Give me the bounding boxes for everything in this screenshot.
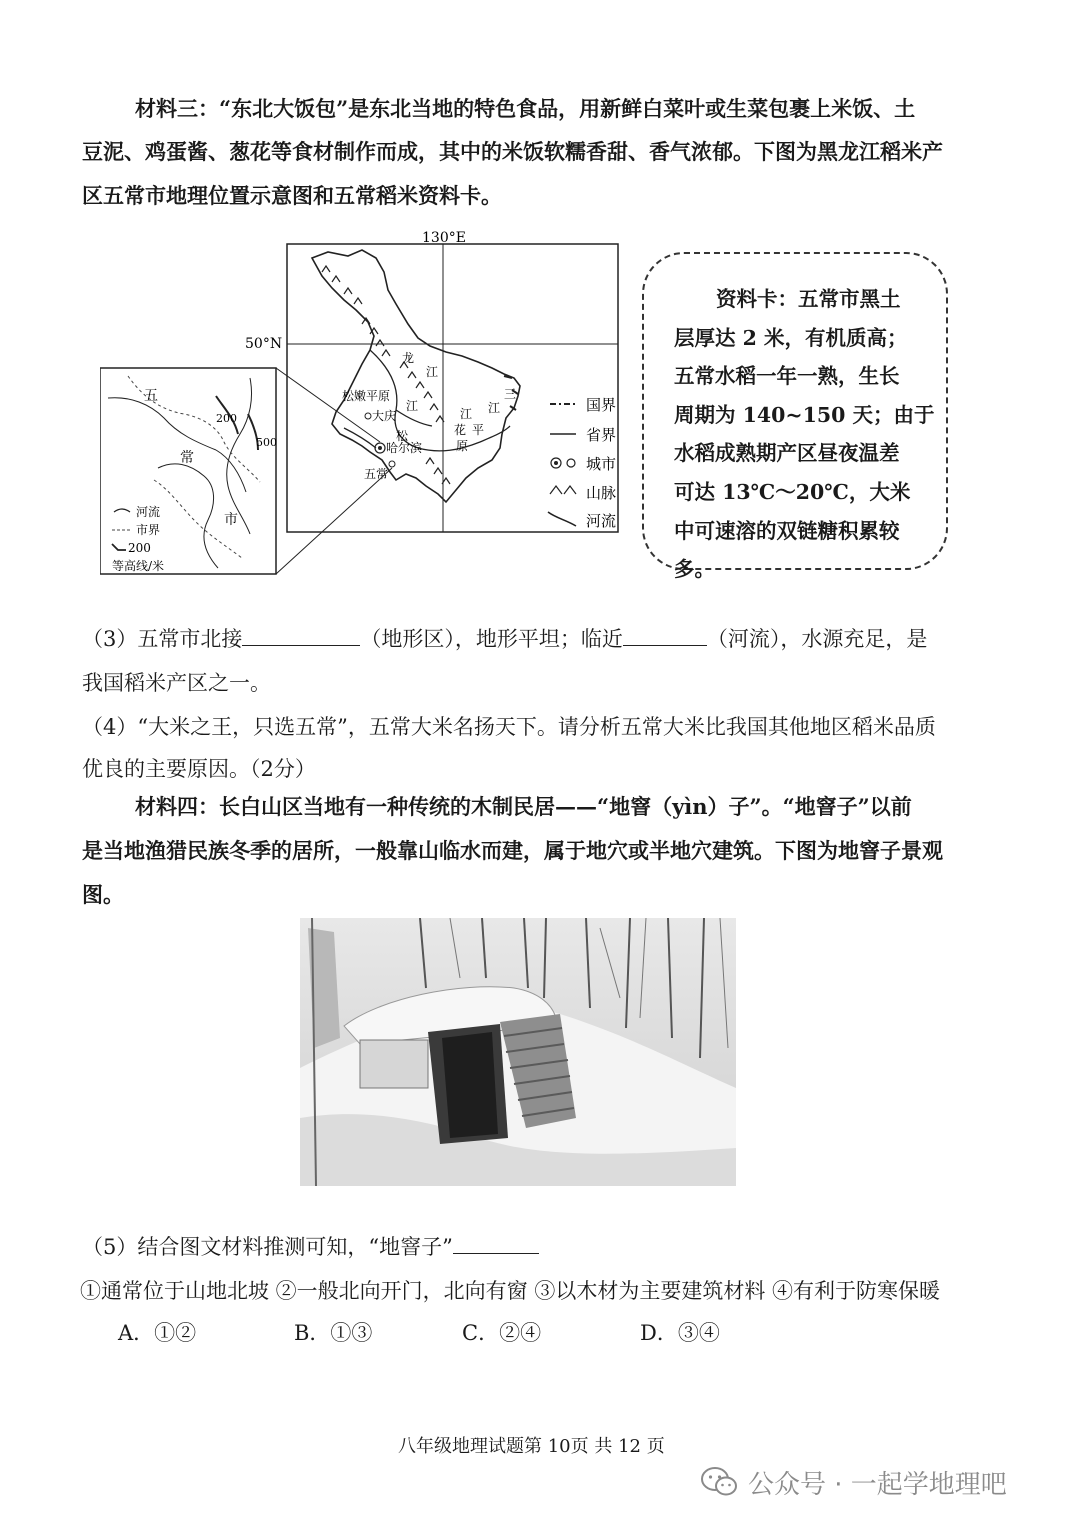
- inset-chang: 常: [180, 450, 194, 466]
- latitude-label: 50°N: [245, 336, 283, 352]
- map-label-long: 龙: [402, 351, 415, 365]
- q3-part2: （地形区），地形平坦；临近: [360, 627, 623, 651]
- q5-answer-blank[interactable]: [453, 1233, 539, 1254]
- question-3: [82, 624, 927, 654]
- inset-legend-contour: 等高线/米: [112, 559, 165, 573]
- q4-line1: （4）“大米之王，只选五常”，五常大米名扬天下。请分析五常大米比我国其他地区稻米品质: [82, 715, 936, 739]
- info-card-line: 五常水稻一年一熟，生长: [674, 364, 900, 389]
- info-card: [642, 252, 948, 582]
- q5-stem: （5）结合图文材料推测可知，“地窨子”: [82, 1235, 453, 1259]
- map-label-wuchang: 五常: [364, 467, 389, 481]
- info-card-line: 层厚达 2 米，有机质高；: [674, 325, 908, 350]
- option-d[interactable]: D．③④: [640, 1321, 720, 1345]
- page-footer: 八年级地理试题第 10页 共 12 页: [398, 1436, 665, 1457]
- map-label-jiang: 江: [460, 407, 473, 421]
- material4-line3: 图。: [82, 882, 124, 907]
- q3-blank-terrain[interactable]: [242, 625, 360, 646]
- material4-line1: 材料四：长白山区当地有一种传统的木制民居——“地窨（yìn）子”。“地窨子”以前: [135, 794, 912, 819]
- q3-blank-river[interactable]: [623, 625, 707, 646]
- map-label-ping: 平: [472, 423, 485, 437]
- longitude-label: 130°E: [422, 230, 466, 246]
- info-card-line: 周期为 140~150 天；由于: [674, 402, 935, 427]
- material3-line1: 材料三：“东北大饭包”是东北当地的特色食品，用新鲜白菜叶或生菜包裹上米饭、土: [135, 96, 916, 121]
- q4-line2: 优良的主要原因。（2分）: [82, 757, 316, 781]
- map-legend: [548, 396, 616, 530]
- option-c[interactable]: C．②④: [462, 1321, 542, 1345]
- info-card-line: 可达 13℃～20℃，大米: [674, 479, 911, 504]
- map-label-jiang2: 江: [426, 365, 439, 379]
- option-b[interactable]: B．①③: [294, 1321, 373, 1345]
- map-label-san: 三: [504, 387, 517, 401]
- inset-shi: 市: [224, 512, 238, 528]
- inset-legend-contour-value: 200: [128, 541, 151, 555]
- legend-mountain: 山脉: [586, 484, 617, 502]
- watermark-text: 公众号 · 一起学地理吧: [748, 1469, 1007, 1500]
- heilongjiang-location-map: [100, 228, 630, 580]
- q3-part3: （河流），水源充足，是: [706, 627, 928, 651]
- info-card-line: 中可速溶的双链糖积累较: [674, 518, 900, 543]
- legend-city: 城市: [586, 455, 617, 473]
- option-a[interactable]: A．①②: [118, 1321, 197, 1345]
- legend-river: 河流: [586, 512, 617, 530]
- legend-province-border: 省界: [586, 426, 617, 444]
- heilongjiang-outline: [312, 250, 520, 502]
- map-label-yuan: 原: [456, 439, 469, 453]
- map-label-songnen: 松嫩平原: [342, 389, 391, 403]
- info-card-line: 水稻成熟期产区昼夜温差: [674, 441, 900, 466]
- map-label-harbin: 哈尔滨: [386, 441, 423, 455]
- info-card-line: 资料卡：五常市黑土: [716, 287, 901, 311]
- info-card-line: 多。: [674, 557, 715, 582]
- q3-line2: 我国稻米产区之一。: [82, 671, 271, 695]
- material3-line2: 豆泥、鸡蛋酱、葱花等食材制作而成，其中的米饭软糯香甜、香气浓郁。下图为黑龙江稻米产: [82, 139, 943, 164]
- question-5: [82, 1232, 539, 1262]
- map-label-hua: 花: [454, 423, 467, 437]
- inset-contour-200: 200: [216, 412, 237, 425]
- map-label-jiang-river: 江: [406, 399, 419, 413]
- q3-part1: （3）五常市北接: [82, 627, 243, 651]
- map-label-song: 松: [396, 429, 409, 443]
- legend-national-border: 国界: [586, 396, 617, 414]
- map-label-daqing: 大庆: [372, 409, 397, 423]
- wechat-icon: [700, 1466, 738, 1498]
- inset-legend-boundary: 市界: [136, 523, 161, 537]
- material3-line3: 区五常市地理位置示意图和五常稻米资料卡。: [82, 183, 502, 208]
- inset-contour-500: 500: [256, 436, 277, 449]
- dijiaozi-photo: [300, 918, 736, 1186]
- inset-wu: 五: [144, 388, 158, 404]
- watermark: [700, 1462, 1007, 1502]
- map-label-sanjiang-jiang: 江: [488, 401, 501, 415]
- q5-statements: ①通常位于山地北坡 ②一般北向开门，北向有窗 ③以木材为主要建筑材料 ④有利于防寒保暖: [80, 1279, 941, 1303]
- material4-line2: 是当地渔猎民族冬季的居所，一般靠山临水而建，属于地穴或半地穴建筑。下图为地窨子景观: [82, 838, 943, 863]
- inset-legend-river: 河流: [136, 505, 161, 519]
